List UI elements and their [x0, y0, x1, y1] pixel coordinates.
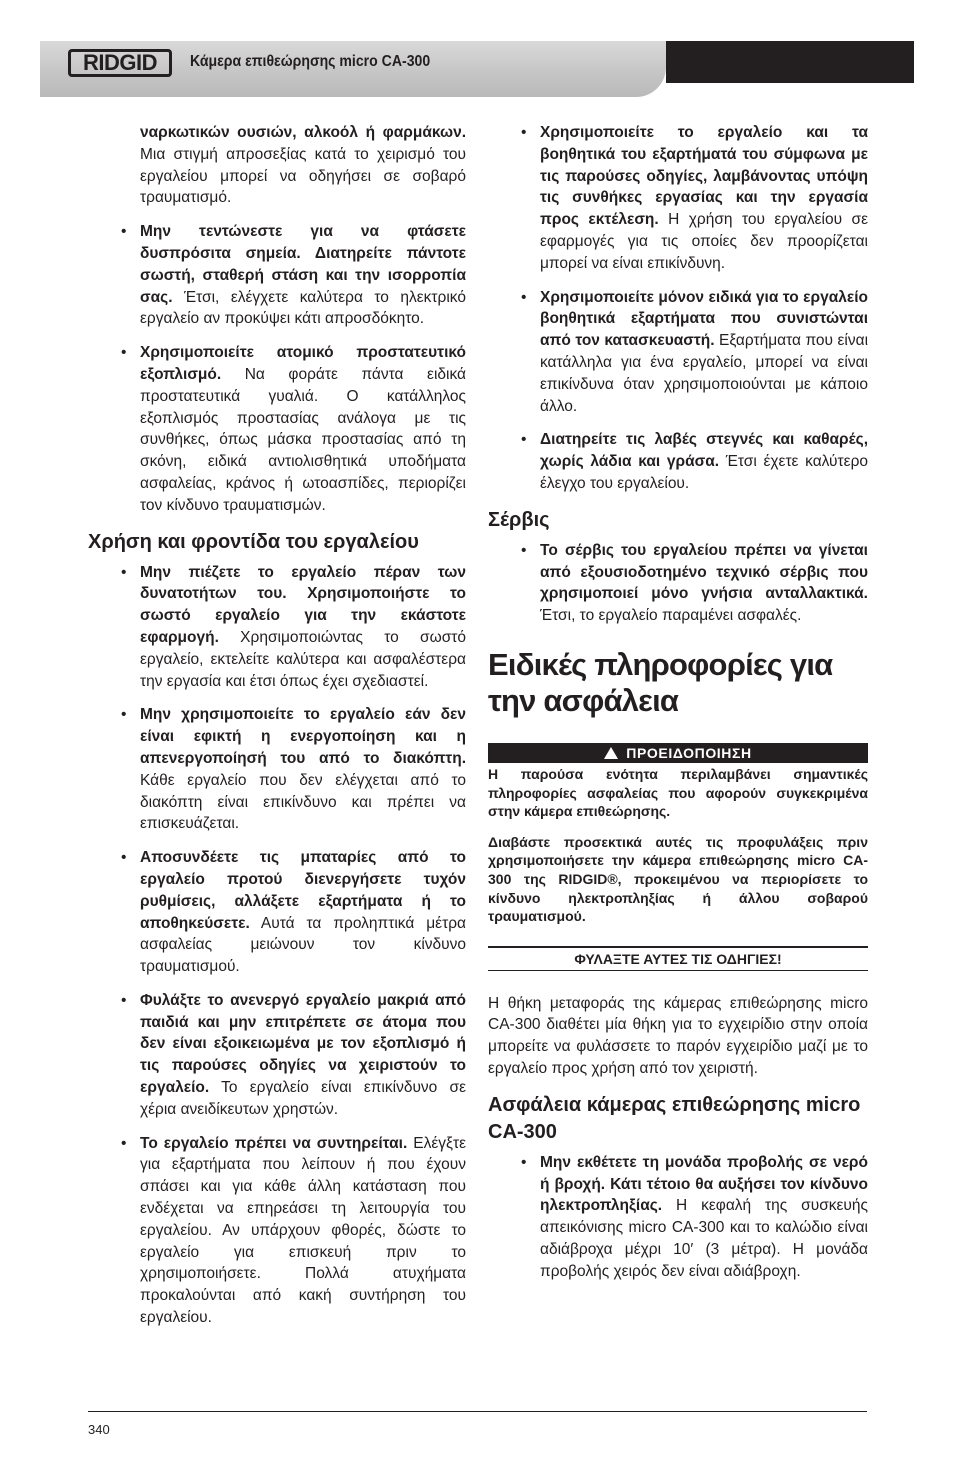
list-item — [88, 1133, 466, 1329]
right-column — [488, 122, 868, 1295]
item-bold: ναρκωτικών ουσιών, αλκοόλ ή φαρμάκων. — [140, 124, 466, 141]
item-bold: Μην τεντώνεστε για να φτάσετε δυσπρόσιτα σημεία. Διατηρείτε πάντοτε σωστή, σταθερή στάση και την ισορροπία σας. — [140, 223, 466, 306]
bullet: • — [521, 288, 527, 306]
warning-label: ΠΡΟΕΙΔΟΠΟΙΗΣΗ — [626, 744, 752, 761]
header-black-bar — [666, 41, 914, 83]
item-text: Η κεφαλή της συσκευής απεικόνισης micro CA-300 και το καλώδιο είναι αδιάβροχα μέχρι 10′ (3 μέτρα). Η μονάδα προβολής χειρός δεν είναι αδιάβροχη. — [540, 1197, 868, 1280]
case-paragraph: Η θήκη μεταφοράς της κάμερας επιθεώρησης micro CA-300 διαθέτει μία θήκη για το εγχειρίδιο στην οποία μπορείτε να φυλάσσετε το παρόν εγχειρίδιο μαζί με το εργαλείο προς χρήση από τον χειριστή. — [488, 994, 868, 1078]
item-text: Έτσι, το εργαλείο παραμένει ασφαλές. — [540, 607, 802, 625]
list-item — [88, 704, 466, 835]
bullet: • — [121, 991, 127, 1009]
bullet: • — [521, 1153, 527, 1171]
list-item — [488, 540, 868, 627]
item-text: Αυτά τα προληπτικά μέτρα ασφαλείας μειώνουν τον κίνδυνο τραυματισμού. — [140, 914, 466, 976]
item-bold: Το σέρβις του εργαλείου πρέπει να γίνεται από εξουσιοδοτημένο τεχνικό σέρβις που χρησιμοποιεί μόνο γνήσια ανταλλακτικά. — [540, 541, 868, 603]
bullet: • — [121, 1134, 127, 1152]
item-bold: Μην εκθέτετε τη μονάδα προβολής σε νερό ή βροχή. Κάτι τέτοιο θα αυξήσει τον κίνδυνο ηλεκτροπληξίας. — [540, 1153, 868, 1215]
item-text: Να φοράτε πάντα ειδικά προστατευτικά γυαλιά. Ο κατάλληλος εξοπλισμός προστασίας ανάλογα με τις συνθήκες, όπως μάσκα προστασίας από τη σκόνη, ειδικά αντιολισθητικά υποδήματα ασφαλείας, κράνος ή ωτοασπίδες, περιορίζει τον κίνδυνο τραυματισμών. — [140, 365, 466, 514]
item-text: Έτσι έχετε καλύτερο έλεγχο του εργαλείου. — [540, 453, 869, 492]
ridgid-logo: RIDGID — [68, 49, 172, 77]
section-title-service: Σέρβις — [488, 508, 550, 531]
bullet: • — [121, 706, 127, 724]
item-bold: Αποσυνδέετε τις μπαταρίες από το εργαλείο προτού διενεργήσετε τυχόν ρυθμίσεις, αλλάξετε εξαρτήματα ή το αποθηκεύσετε. — [140, 849, 466, 932]
list-item — [88, 847, 466, 978]
page-title-safety: Ειδικές πληροφορίες για την ασφάλεια — [488, 646, 833, 718]
list-item — [88, 562, 466, 693]
item-bold: Μην χρησιμοποιείτε το εργαλείο εάν δεν είναι εφικτή η ενεργοποίηση και η απενεργοποίησή του από το διακόπτη. — [140, 706, 466, 767]
list-item — [488, 287, 868, 418]
section-title-camera-safety: Ασφάλεια κάμερας επιθεώρησης micro CA-300 — [488, 1093, 861, 1143]
page-number: 340 — [88, 1422, 110, 1437]
item-text: Εξαρτήματα που είναι κατάλληλα για ένα εργαλείο, μπορεί να είναι επικίνδυνα όταν χρησιμοποιούνται με κάποιο άλλο. — [540, 332, 869, 415]
warning-paragraph: Η παρούσα ενότητα περιλαμβάνει σημαντικές πληροφορίες ασφαλείας που αφορούν συγκεκριμένα στην κάμερα επιθεώρησης. — [488, 765, 868, 820]
item-text: Χρησιμοποιώντας το σωστό εργαλείο, εκτελείτε καλύτερα και ασφαλέστερα την εργασία και έτσι όπως έχει σχεδιαστεί. — [140, 628, 466, 690]
item-bold: Χρησιμοποιείτε το εργαλείο και τα βοηθητικά του εξαρτήματά του σύμφωνα με τις παρούσες οδηγίες, λαμβάνοντας υπόψη τις συνθήκες εργασίας και την εργασία προς εκτέλεση. — [540, 124, 868, 229]
warning-triangle-icon — [604, 747, 618, 759]
list-item — [488, 429, 868, 494]
item-text: Το εργαλείο είναι επικίνδυνο σε χέρια ανειδίκευτων χρηστών. — [140, 1079, 466, 1118]
item-text: Η χρήση του εργαλείου σε εφαρμογές για τις οποίες δεν προορίζεται μπορεί να είναι επικίνδυνη. — [540, 211, 868, 272]
item-bold: Φυλάξτε το ανενεργό εργαλείο μακριά από παιδιά και μην επιτρέπετε σε άτομα που δεν είναι εξοικειωμένα με τον εξοπλισμό ή τις παρούσες οδηγίες να χειριστούν το εργαλείο. — [140, 991, 466, 1097]
item-bold: Χρησιμοποιείτε μόνον ειδικά για το εργαλείο βοηθητικά εξαρτήματα που συνιστώνται από τον κατασκευαστή. — [540, 288, 868, 350]
list-item — [88, 342, 466, 516]
header-title: Κάμερα επιθεώρησης micro CA-300 — [190, 53, 431, 70]
item-bold: Το εργαλείο πρέπει να συντηρείται. — [140, 1134, 408, 1152]
bullet: • — [521, 541, 527, 559]
item-text: Ελέγξτε για εξαρτήματα που λείπουν ή που έχουν σπάσει και για κάθε άλλη κατάσταση που ενδέχεται να επηρεάσει τη λειτουργία του εργαλείου. Αν υπάρχουν φθορές, δώστε το εργαλείο για επισκευή πριν το χρησιμοποιήσετε. Πολλά ατυχήματα προκαλούνται από κακή συντήρηση του εργαλείου. — [140, 1134, 467, 1327]
bullet: • — [121, 344, 127, 362]
footer-divider — [88, 1411, 867, 1412]
item-bold: Χρησιμοποιείτε ατομικό προστατευτικό εξοπλισμό. — [140, 344, 466, 383]
left-column — [88, 122, 466, 1341]
list-item — [488, 122, 868, 275]
save-instructions-banner: ΦΥΛΑΞΤΕ ΑΥΤΕΣ ΤΙΣ ΟΔΗΓΙΕΣ! — [488, 948, 868, 971]
bullet: • — [121, 223, 127, 241]
bullet: • — [521, 124, 527, 141]
list-item — [488, 1152, 868, 1283]
item-bold: Μην πιέζετε το εργαλείο πέραν των δυνατοτήτων του. Χρησιμοποιήστε το σωστό εργαλείο για την εκάστοτε εφαρμογή. — [140, 563, 466, 646]
list-item-continued — [88, 122, 466, 209]
item-text: Έτσι, ελέγχετε καλύτερα το ηλεκτρικό εργαλείο αν προκύψει κάτι απροσδόκητο. — [140, 288, 466, 328]
bullet: • — [521, 431, 527, 449]
section-title-tool-use: Χρήση και φροντίδα του εργαλείου — [88, 530, 419, 553]
item-text: Κάθε εργαλείο που δεν ελέγχεται από το διακόπτη είναι επικίνδυνο και πρέπει να επισκευάζεται. — [140, 771, 466, 833]
list-item — [88, 990, 466, 1121]
bullet: • — [121, 849, 127, 867]
item-bold: Διατηρείτε τις λαβές στεγνές και καθαρές, χωρίς λάδια και γράσα. — [540, 431, 868, 471]
list-item — [88, 221, 466, 330]
warning-banner — [488, 743, 868, 763]
bullet: • — [121, 563, 127, 581]
warning-paragraph: Διαβάστε προσεκτικά αυτές τις προφυλάξεις πριν χρησιμοποιήσετε την κάμερα επιθεώρησης micro CA-300 της RIDGID®, προκειμένου να περιορίσετε το κίνδυνο ηλεκτροπληξίας ή άλλου σοβαρού τραυματισμού. — [488, 833, 868, 925]
item-text: Μια στιγμή απροσεξίας κατά το χειρισμό του εργαλείου μπορεί να οδηγήσει σε σοβαρό τραυματισμό. — [140, 145, 466, 207]
